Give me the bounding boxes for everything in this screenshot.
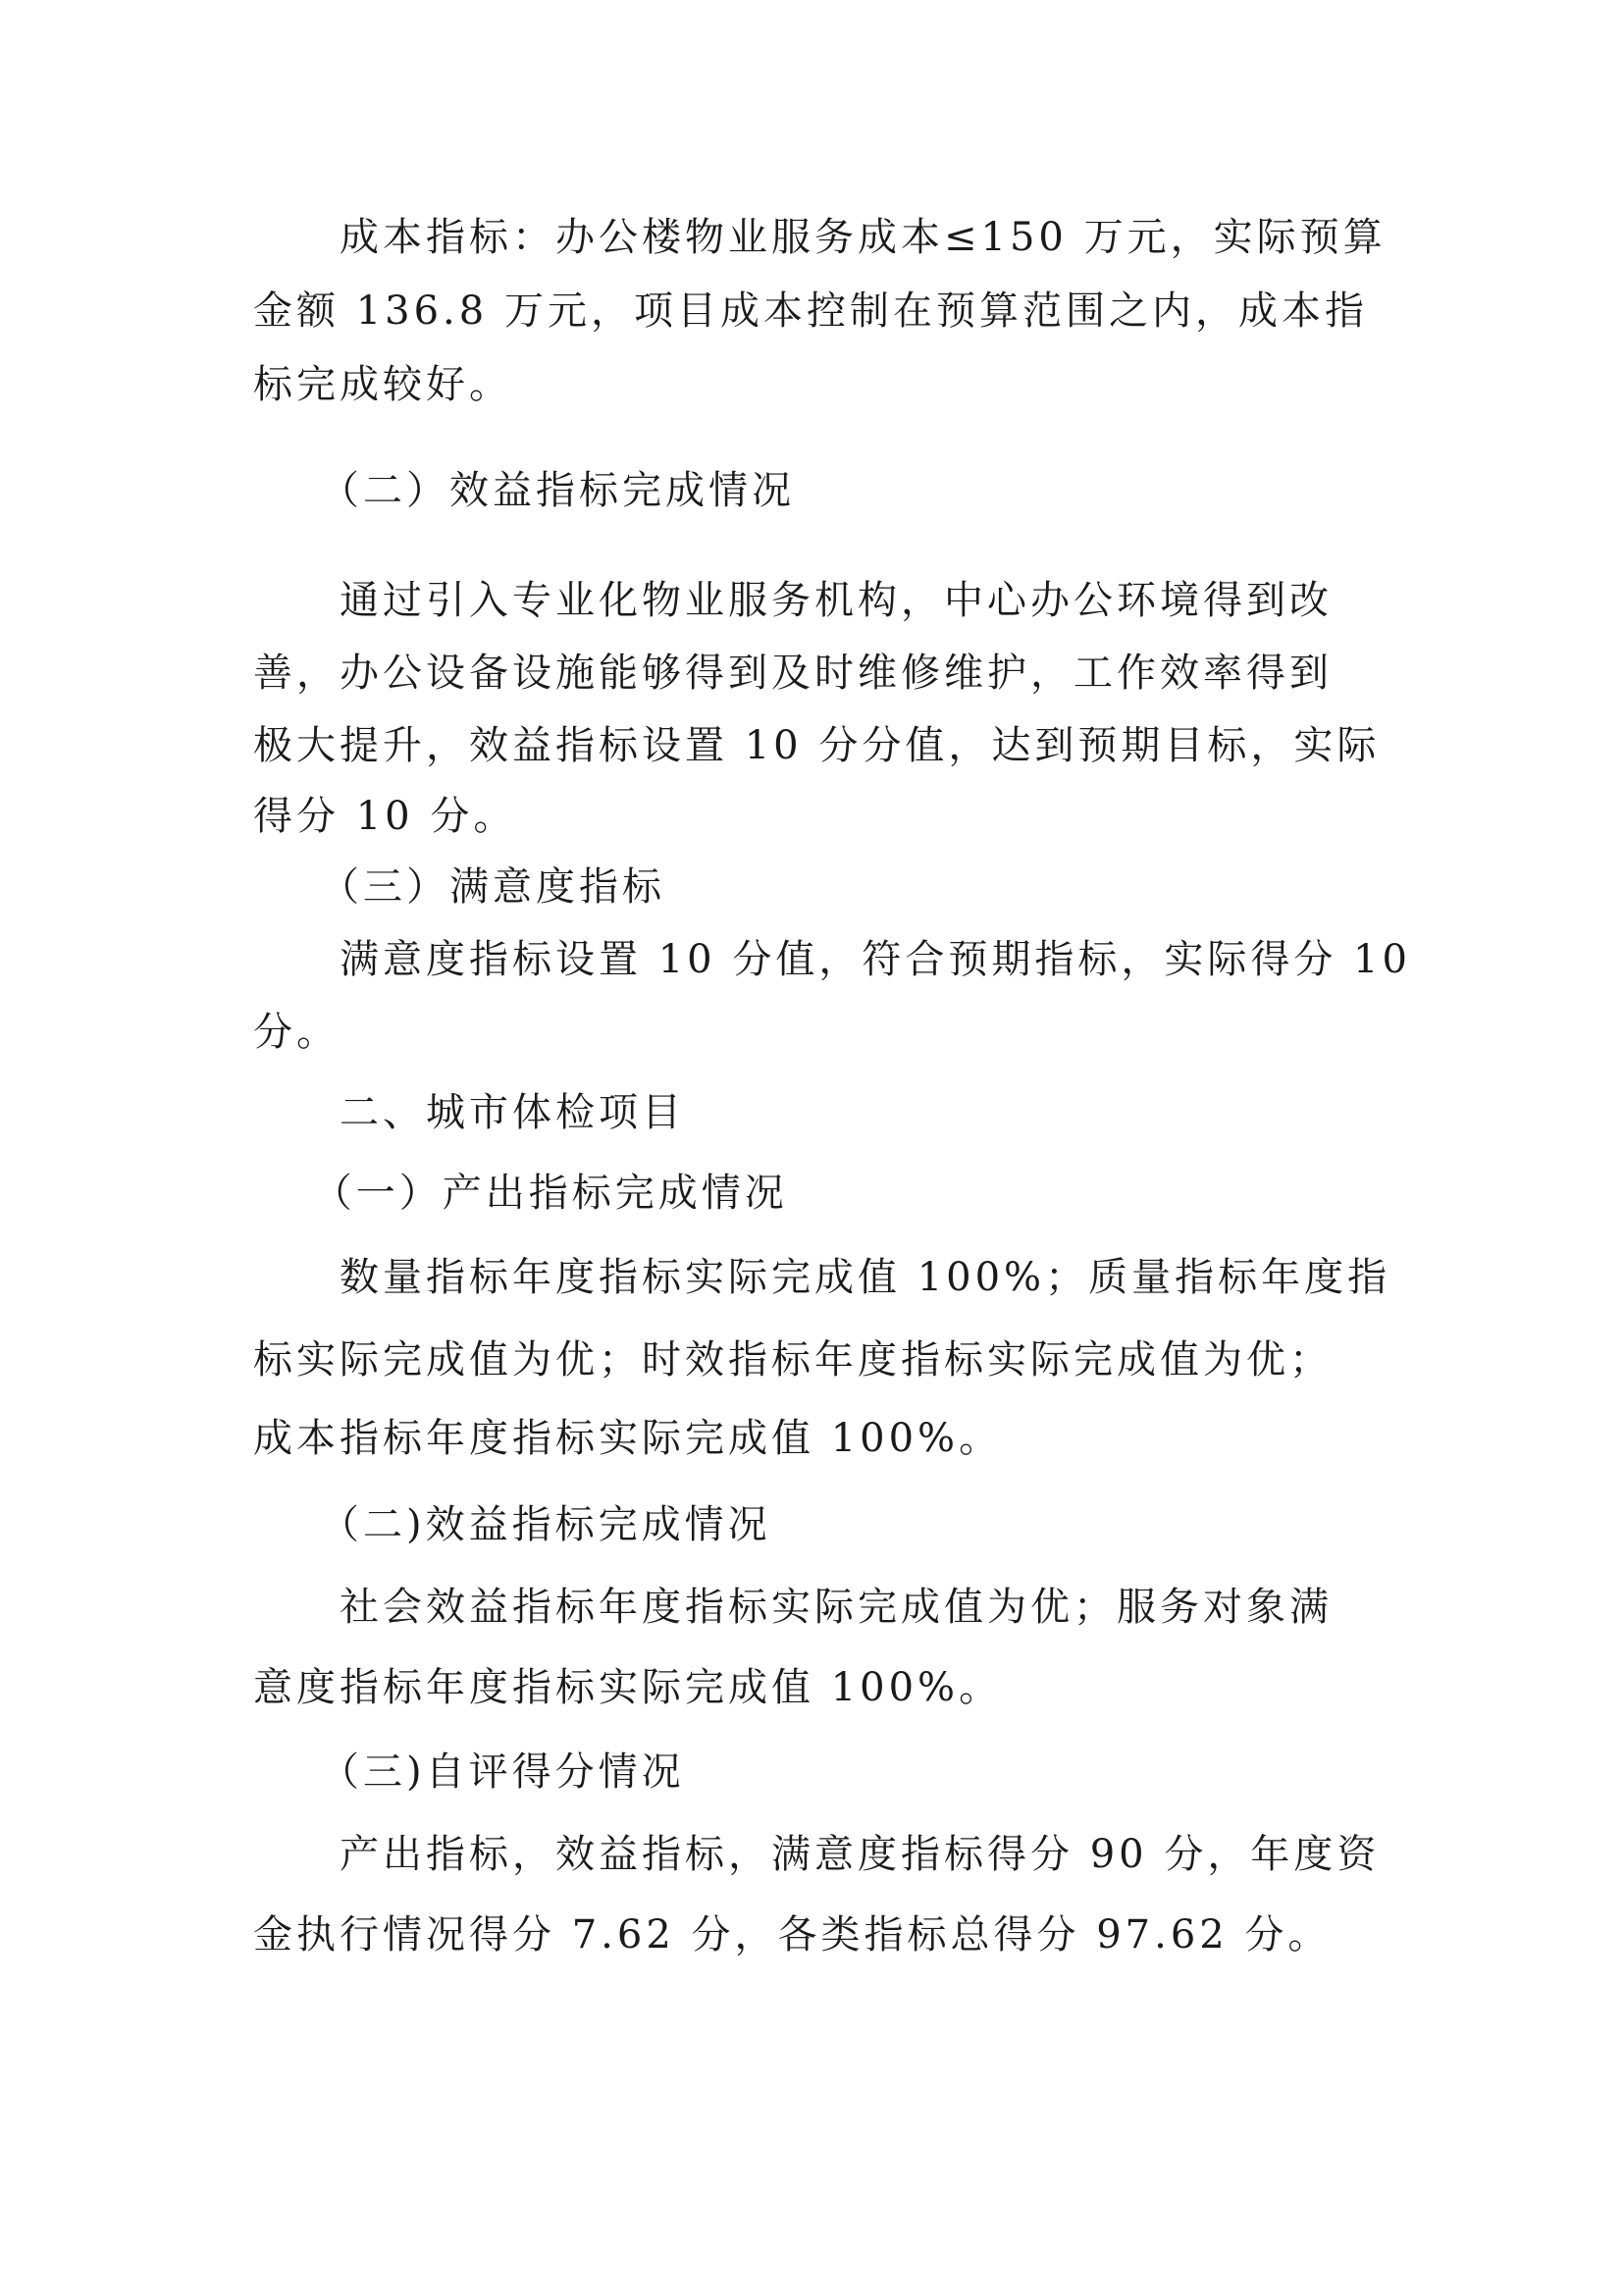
text-line: 得分 10 分。 (253, 794, 517, 839)
text-line: 极大提升，效益指标设置 10 分分值，达到预期目标，实际 (253, 723, 1381, 768)
section-heading: （三)自评得分情况 (253, 1749, 685, 1795)
text-line: 通过引入专业化物业服务机构，中心办公环境得到改 (253, 578, 1333, 623)
text-line: 标实际完成值为优；时效指标年度指标实际完成值为优； (253, 1337, 1333, 1383)
text-line: 成本指标：办公楼物业服务成本≤150 万元，实际预算 (253, 215, 1387, 260)
text-line: 标完成较好。 (253, 362, 512, 407)
text-line: 分。 (253, 1010, 340, 1055)
text-line: 意度指标年度指标实际完成值 100%。 (253, 1665, 1003, 1710)
text-line: 善，办公设备设施能够得到及时维修维护，工作效率得到 (253, 651, 1333, 696)
text-line: 产出指标，效益指标，满意度指标得分 90 分，年度资 (253, 1832, 1381, 1877)
text-line: 金执行情况得分 7.62 分，各类指标总得分 97.62 分。 (253, 1912, 1332, 1957)
section-heading: （三）满意度指标 (253, 864, 665, 910)
section-heading: 二、城市体检项目 (253, 1090, 685, 1135)
section-heading: （二)效益指标完成情况 (253, 1502, 771, 1547)
text-line: 金额 136.8 万元，项目成本控制在预算范围之内，成本指 (253, 288, 1368, 334)
section-heading: （二）效益指标完成情况 (253, 468, 795, 513)
text-line: 社会效益指标年度指标实际完成值为优；服务对象满 (253, 1585, 1333, 1630)
text-line: 成本指标年度指标实际完成值 100%。 (253, 1416, 1003, 1461)
text-line: 满意度指标设置 10 分值，符合预期指标，实际得分 10 (253, 937, 1411, 982)
text-line: 数量指标年度指标实际完成值 100%；质量指标年度指 (253, 1255, 1391, 1300)
section-heading: （一）产出指标完成情况 (253, 1171, 788, 1216)
